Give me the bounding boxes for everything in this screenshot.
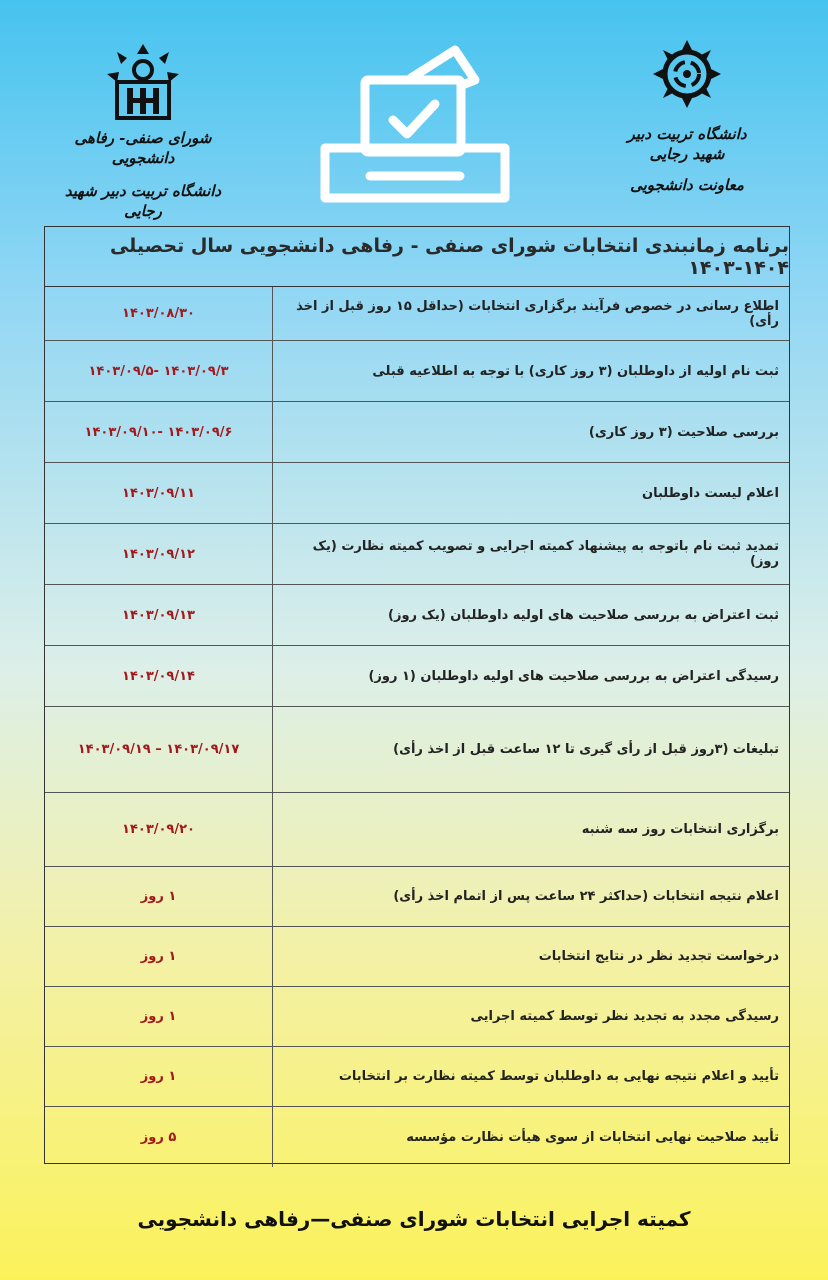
row-date: ۱۴۰۳/۰۹/۳ -۱۴۰۳/۰۹/۵ — [88, 363, 229, 379]
table-row — [45, 1047, 789, 1107]
council-emblem-icon — [103, 42, 183, 122]
row-description: بررسی صلاحیت (۳ روز کاری) — [272, 402, 789, 462]
row-description: تأیید صلاحیت نهایی انتخابات از سوی هیأت نظارت مؤسسه — [272, 1107, 789, 1167]
row-description: تمدید ثبت نام باتوجه به پیشنهاد کمیته اجرایی و تصویب کمیته نظارت (یک روز) — [272, 524, 789, 584]
university-logo — [612, 38, 762, 218]
row-description: ثبت نام اولیه از داوطلبان (۳ روز کاری) با توجه به اطلاعیه قبلی — [272, 341, 789, 401]
council-logo — [48, 42, 238, 220]
row-date: ۱۴۰۳/۰۸/۳۰ — [122, 306, 195, 321]
row-date: ۱۴۰۳/۰۹/۲۰ — [122, 822, 195, 837]
university-emblem-icon — [651, 38, 723, 110]
table-row — [45, 402, 789, 463]
left-logo-line-1: شورای صنفی- رفاهی دانشجویی — [74, 129, 212, 168]
row-description: تأیید و اعلام نتیجه نهایی به داوطلبان توسط کمیته نظارت بر انتخابات — [272, 1047, 789, 1106]
row-description: اطلاع رسانی در خصوص فرآیند برگزاری انتخابات (حداقل ۱۵ روز قبل از اخذ رأی) — [272, 287, 789, 340]
table-row — [45, 341, 789, 402]
ballot-box-icon — [315, 38, 515, 208]
row-description: تبلیغات (۳روز قبل از رأی گیری تا ۱۲ ساعت قبل از اخذ رأی) — [272, 707, 789, 792]
row-description: ثبت اعتراض به بررسی صلاحیت های اولیه داوطلبان (یک روز) — [272, 585, 789, 645]
table-row — [45, 585, 789, 646]
footer-text: کمیته اجرایی انتخابات شورای صنفی—رفاهی دانشجویی — [137, 1207, 691, 1231]
row-date: ۱۴۰۳/۰۹/۱۲ — [122, 546, 195, 562]
table-row — [45, 987, 789, 1047]
row-date: ۱۴۰۳/۰۹/۱۷ – ۱۴۰۳/۰۹/۱۹ — [77, 742, 240, 757]
row-date: ۵ روز — [140, 1129, 177, 1145]
table-row — [45, 463, 789, 524]
row-description: اعلام نتیجه انتخابات (حداکثر ۲۴ ساعت پس از اتمام اخذ رأی) — [272, 867, 789, 926]
table-row — [45, 867, 789, 927]
table-title: برنامه زمانبندی انتخابات شورای صنفی - رفاهی دانشجویی سال تحصیلی ۱۴۰۴-۱۴۰۳ — [45, 227, 789, 287]
table-row — [45, 707, 789, 793]
right-logo-line-1: دانشگاه تربیت دبیر شهید رجایی — [627, 125, 747, 164]
schedule-table — [44, 226, 790, 1164]
table-row — [45, 927, 789, 987]
row-description: رسیدگی مجدد به تجدید نظر توسط کمیته اجرایی — [272, 987, 789, 1046]
row-date: ۱۴۰۳/۰۹/۱۱ — [122, 485, 195, 501]
table-row — [45, 793, 789, 867]
table-row — [45, 1107, 789, 1167]
table-row — [45, 646, 789, 707]
row-date: ۱۴۰۳/۰۹/۱۴ — [122, 668, 195, 684]
left-logo-line-2: دانشگاه تربیت دبیر شهید رجایی — [64, 181, 222, 220]
row-date: ۱ روز — [140, 1009, 177, 1024]
row-description: اعلام لیست داوطلبان — [272, 463, 789, 523]
row-date: ۱۴۰۳/۰۹/۶ -۱۴۰۳/۰۹/۱۰ — [84, 424, 233, 440]
table-row — [45, 287, 789, 341]
row-date: ۱۴۰۳/۰۹/۱۳ — [122, 607, 195, 623]
row-description: رسیدگی اعتراض به بررسی صلاحیت های اولیه داوطلبان (۱ روز) — [272, 646, 789, 706]
table-row — [45, 524, 789, 585]
row-description: درخواست تجدید نظر در نتایج انتخابات — [272, 927, 789, 986]
row-date: ۱ روز — [140, 949, 177, 964]
row-date: ۱ روز — [140, 1069, 177, 1084]
right-logo-line-2: معاونت دانشجویی — [630, 175, 744, 194]
row-description: برگزاری انتخابات روز سه شنبه — [272, 793, 789, 866]
row-date: ۱ روز — [140, 889, 177, 904]
